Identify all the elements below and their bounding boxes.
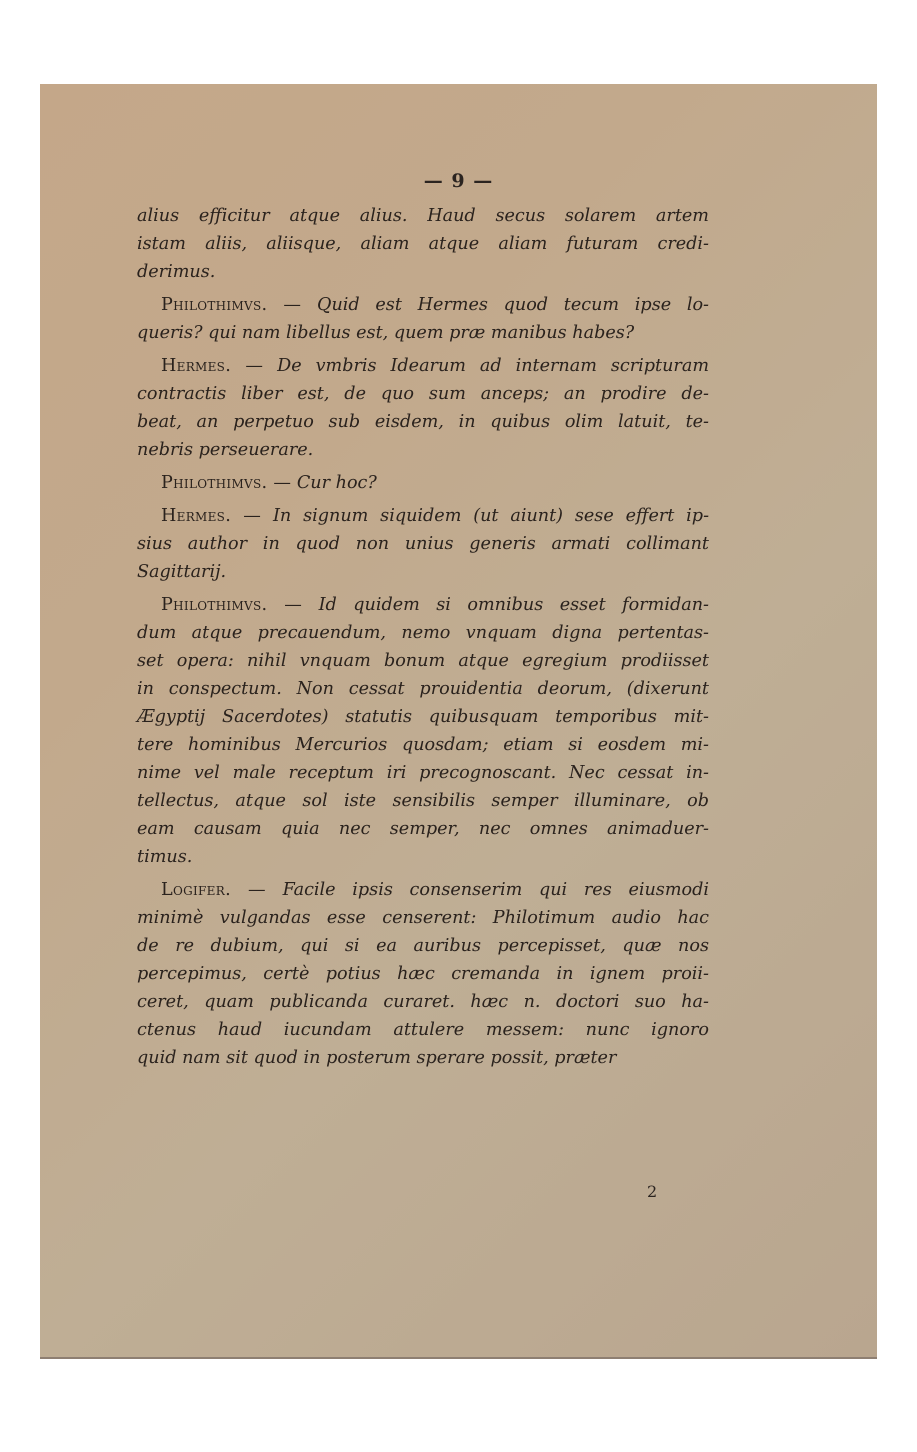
text-line xyxy=(137,530,709,558)
line-text: sius author in quod non unius generis armati collimant xyxy=(137,534,709,554)
paragraph xyxy=(137,291,709,347)
text-line xyxy=(137,932,709,960)
paragraph xyxy=(137,469,709,497)
text-line xyxy=(137,408,709,436)
text-line xyxy=(137,352,709,380)
text-line xyxy=(137,703,709,731)
line-text: nebris perseuerare. xyxy=(137,440,314,460)
line-text: dum atque precauendum, nemo vnquam digna pertentas- xyxy=(137,623,709,643)
text-line xyxy=(137,960,709,988)
text-line xyxy=(137,876,709,904)
page-text xyxy=(137,202,709,1072)
text-line xyxy=(137,591,709,619)
text-line xyxy=(137,558,709,586)
text-line xyxy=(137,988,709,1016)
line-text: queris? qui nam libellus est, quem præ manibus habes? xyxy=(137,323,635,343)
book-page xyxy=(40,84,877,1359)
text-line xyxy=(137,675,709,703)
line-text: tellectus, atque sol iste sensibilis semper illuminare, ob xyxy=(137,791,709,811)
line-text: De vmbris Idearum ad internam scripturam xyxy=(277,356,709,376)
line-text: in conspectum. Non cessat prouidentia deorum, (dixerunt xyxy=(137,679,709,699)
line-text: istam aliis, aliisque, aliam atque aliam futuram credi- xyxy=(137,234,709,254)
line-text: eam causam quia nec semper, nec omnes animaduer- xyxy=(137,819,709,839)
line-text: set opera: nihil vnquam bonum atque egregium prodiisset xyxy=(137,651,709,671)
text-line xyxy=(137,619,709,647)
page-number: — 9 — xyxy=(423,170,494,192)
signature-mark: 2 xyxy=(647,1182,658,1201)
line-text: tere hominibus Mercurios quosdam; etiam si eosdem mi- xyxy=(137,735,709,755)
text-line xyxy=(137,319,709,347)
line-text: de re dubium, qui si ea auribus percepisset, quæ nos xyxy=(137,936,709,956)
text-line xyxy=(137,759,709,787)
line-text: minimè vulgandas esse censerent: Philotimum audio hac xyxy=(137,908,709,928)
line-text: Sagittarij. xyxy=(137,562,227,582)
line-text: percepimus, certè potius hæc cremanda in ignem proii- xyxy=(137,964,709,984)
paragraph xyxy=(137,502,709,586)
speaker-name: Hermes. — xyxy=(161,356,264,376)
text-line xyxy=(137,843,709,871)
speaker-name: Hermes. — xyxy=(161,506,262,526)
line-text: derimus. xyxy=(137,262,216,282)
line-text: Id quidem si omnibus esset formidan- xyxy=(318,595,709,615)
line-text: alius efficitur atque alius. Haud secus solarem artem xyxy=(137,206,709,226)
line-text: nime vel male receptum iri precognoscant. Nec cessat in- xyxy=(137,763,709,783)
text-line xyxy=(137,1016,709,1044)
text-line xyxy=(137,502,709,530)
text-line xyxy=(137,731,709,759)
text-line xyxy=(137,291,709,319)
line-text: Quid est Hermes quod tecum ipse lo- xyxy=(317,295,710,315)
text-line xyxy=(137,258,709,286)
line-text: beat, an perpetuo sub eisdem, in quibus olim latuit, te- xyxy=(137,412,709,432)
text-line xyxy=(137,202,709,230)
paragraph xyxy=(137,352,709,464)
line-text: timus. xyxy=(137,847,193,867)
text-line xyxy=(137,904,709,932)
speaker-name: Philothimvs. — xyxy=(161,595,303,615)
text-line xyxy=(137,787,709,815)
paragraph xyxy=(137,876,709,1072)
line-text: quid nam sit quod in posterum sperare possit, præter xyxy=(137,1048,617,1068)
line-text: contractis liber est, de quo sum anceps; an prodire de- xyxy=(137,384,709,404)
paragraph xyxy=(137,591,709,871)
line-text: Cur hoc? xyxy=(296,473,377,493)
line-text: ctenus haud iucundam attulere messem: nunc ignoro xyxy=(137,1020,709,1040)
speaker-name: Logifer. — xyxy=(161,880,266,900)
text-line xyxy=(137,380,709,408)
line-text: ceret, quam publicanda curaret. hæc n. doctori suo ha- xyxy=(137,992,709,1012)
text-line xyxy=(137,815,709,843)
paragraph xyxy=(137,202,709,286)
text-line xyxy=(137,230,709,258)
speaker-name: Philothimvs. — xyxy=(161,295,302,315)
line-text: Ægyptij Sacerdotes) statutis quibusquam temporibus mit- xyxy=(137,707,709,727)
text-line xyxy=(137,469,709,497)
line-text: In signum siquidem (ut aiunt) sese effert ip- xyxy=(272,506,710,526)
text-line xyxy=(137,647,709,675)
speaker-name: Philothimvs. — xyxy=(161,473,292,493)
text-line xyxy=(137,436,709,464)
text-line xyxy=(137,1044,709,1072)
line-text: Facile ipsis consenserim qui res eiusmodi xyxy=(282,880,710,900)
